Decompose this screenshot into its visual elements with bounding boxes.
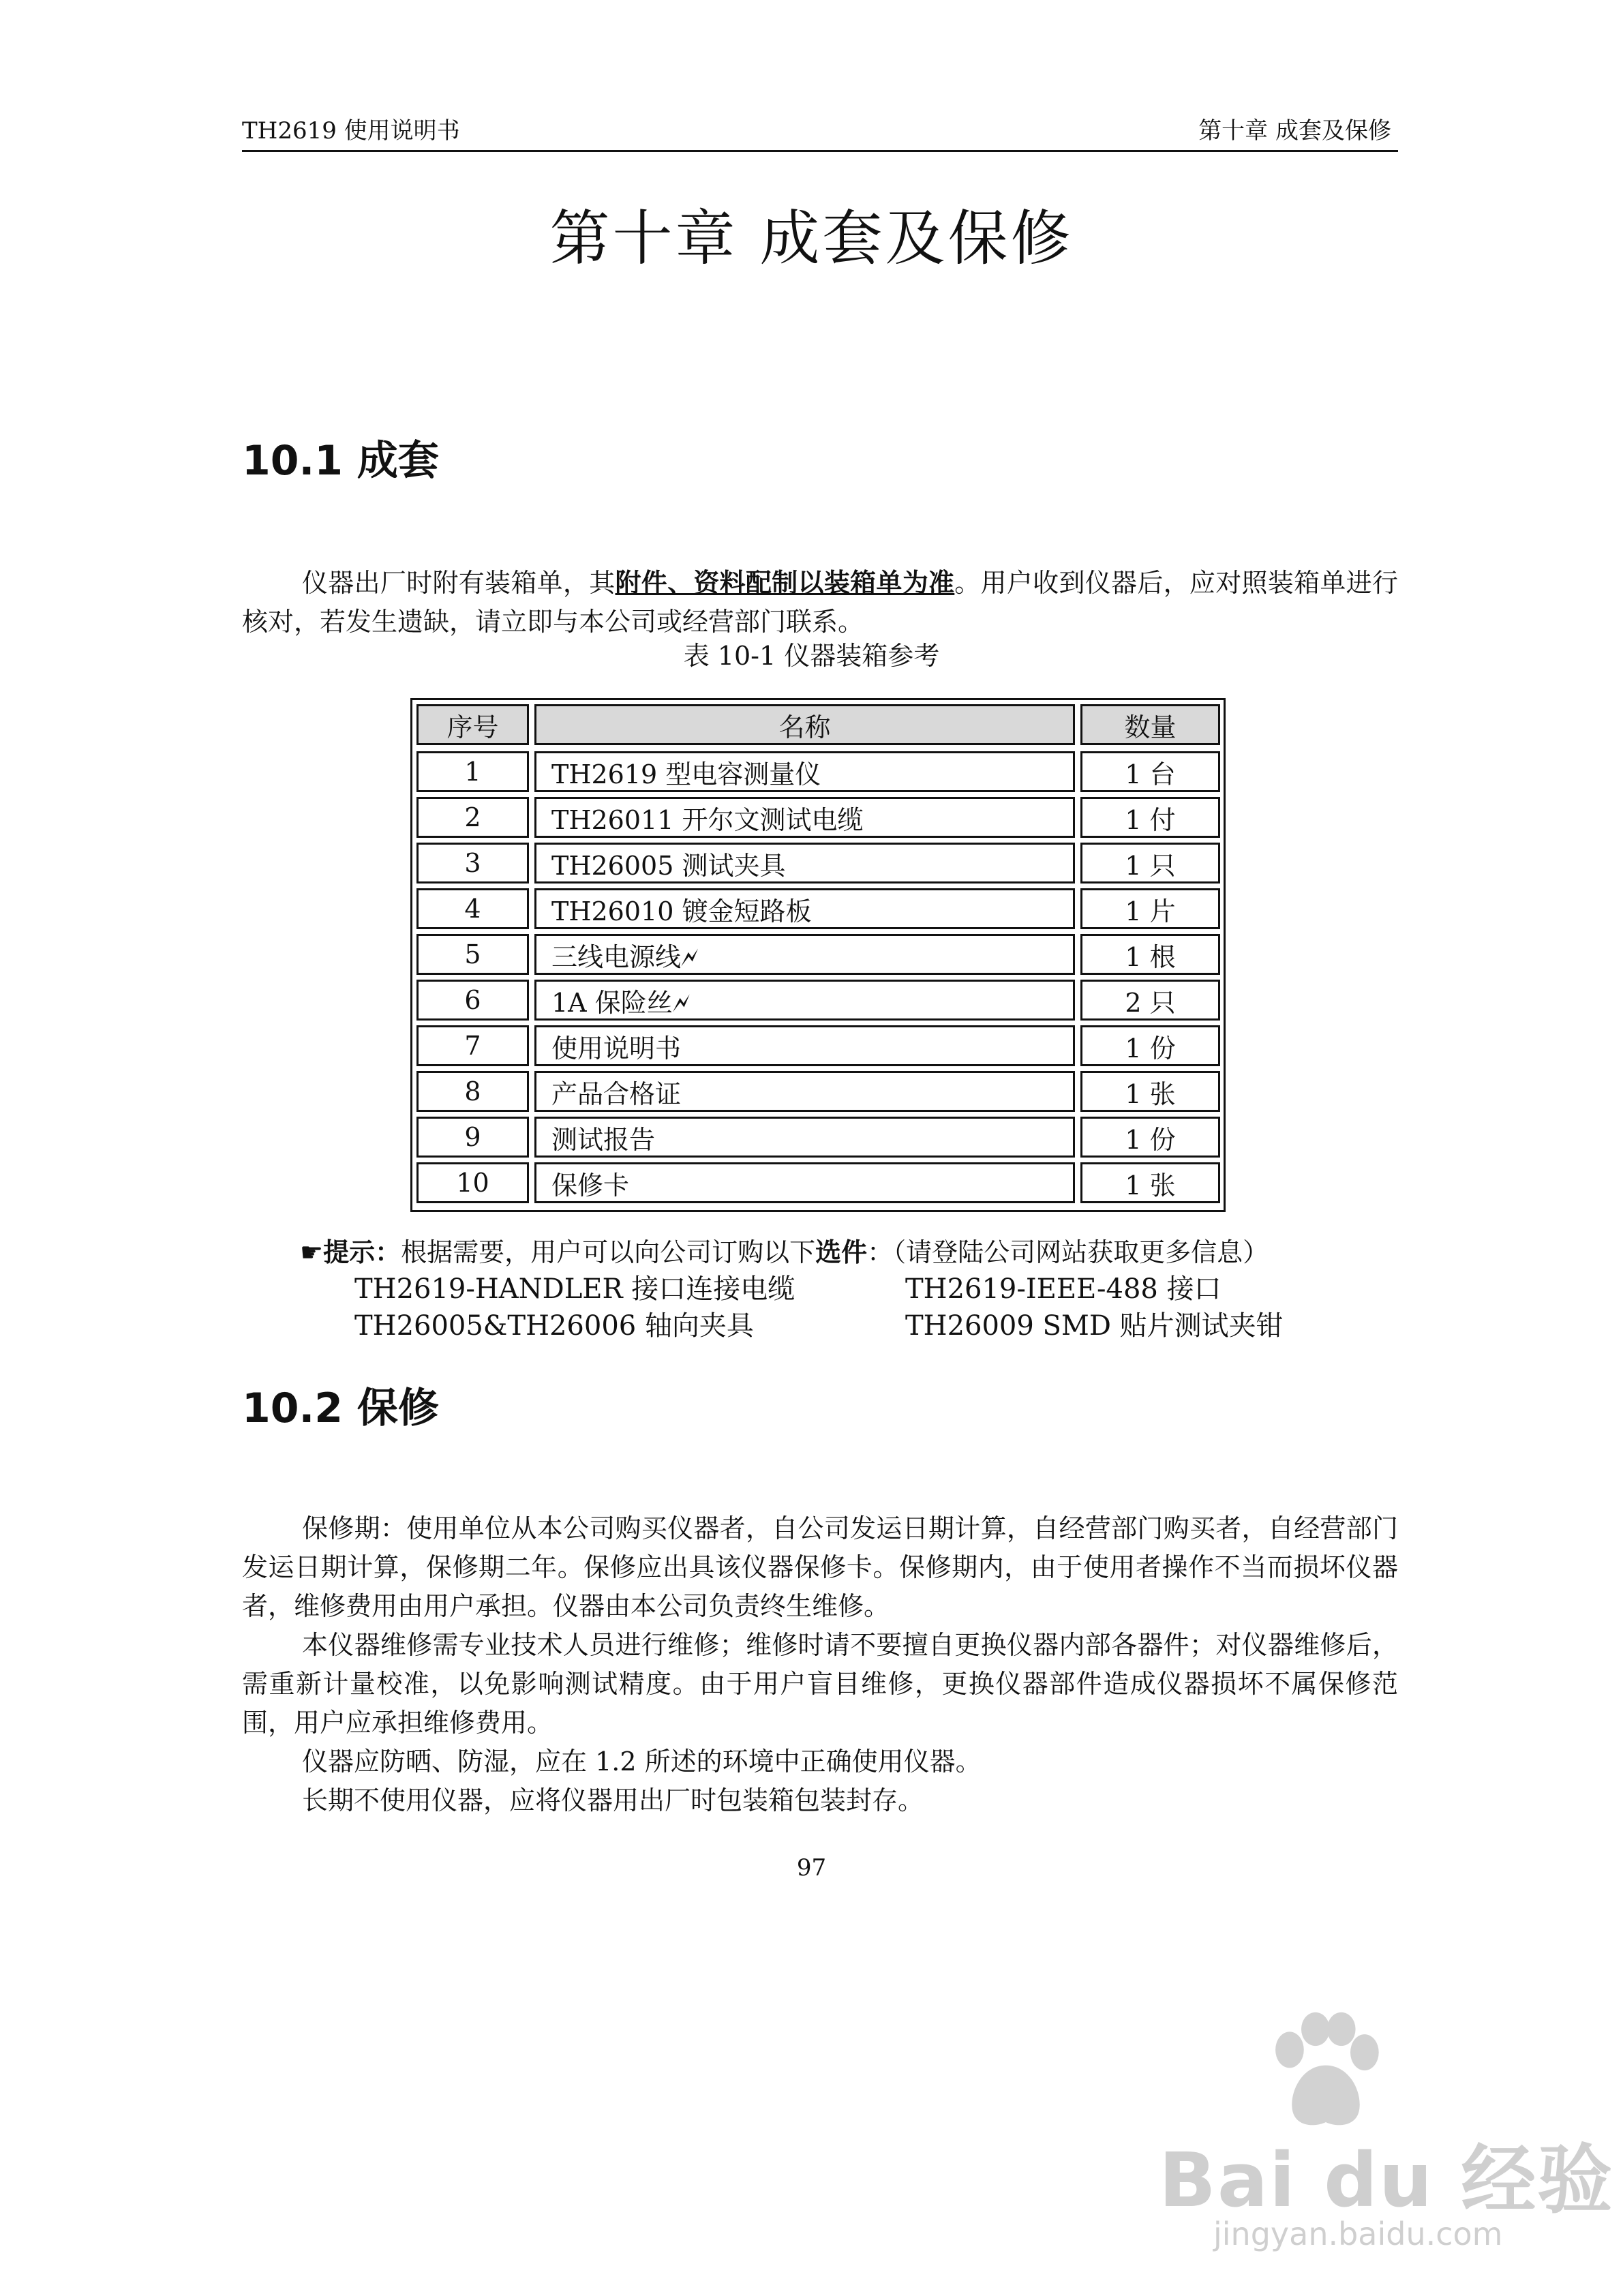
table-cell-qty: 1 台 [1080, 751, 1220, 792]
table-cell-qty: 1 根 [1080, 934, 1220, 975]
table-header-cell: 序号 [416, 704, 529, 745]
table-cell-qty: 1 张 [1080, 1162, 1220, 1203]
table-cell-qty: 1 份 [1080, 1117, 1220, 1158]
header-divider [242, 150, 1398, 152]
chapter-title: 第十章 成套及保修 [549, 203, 1074, 273]
table-cell-name: 产品合格证 [534, 1071, 1075, 1112]
table-cell-no: 6 [416, 980, 529, 1021]
baidu-jingyan-logo: Bai du 经验 [1159, 2136, 1614, 2224]
table-cell-no: 1 [416, 751, 529, 792]
section-2-body [242, 1509, 1398, 1820]
table-cell-name: TH26011 开尔文测试电缆 [534, 797, 1075, 838]
tip-block: ☛提示：根据需要，用户可以向公司订购以下选件：（请登陆公司网站获取更多信息） [300, 1237, 1269, 1267]
table-cell-name: 保修卡 [534, 1162, 1075, 1203]
table-cell-qty: 1 只 [1080, 843, 1220, 883]
table-cell-name: 测试报告 [534, 1117, 1075, 1158]
warranty-paragraph: 长期不使用仪器，应将仪器用出厂时包装箱包装封存。 [302, 1785, 924, 1815]
option-item: TH26009 SMD 贴片测试夹钳 [905, 1310, 1284, 1342]
warranty-paragraph: 保修期：使用单位从本公司购买仪器者，自公司发运日期计算，自经营部门购买者，自经营部门发运日期计算，保修期二年。保修应出具该仪器保修卡。保修期内，由于使用者操作不当而损坏仪器者，维修费用由用户承担。仪器由本公司负责终生维修。 [242, 1513, 1398, 1621]
table-cell-no: 9 [416, 1117, 529, 1158]
header-right-title: 第十章 成套及保修 [1198, 117, 1391, 145]
table-cell-name: 三线电源线🗲 [534, 934, 1075, 975]
section-1-title: 10.1 成套 [242, 437, 439, 485]
tip-label: 提示： [323, 1237, 401, 1267]
table-cell-name: 1A 保险丝🗲 [534, 980, 1075, 1021]
table-header-cell: 数量 [1080, 704, 1220, 745]
table-header-cell: 名称 [534, 704, 1075, 745]
section-2-title: 10.2 保修 [242, 1385, 439, 1432]
table-cell-no: 5 [416, 934, 529, 975]
table-cell-no: 10 [416, 1162, 529, 1203]
section-1-paragraph: 仪器出厂时附有装箱单，其附件、资料配制以装箱单为准。用户收到仪器后，应对照装箱单进行核对，若发生遗缺，请立即与本公司或经营部门联系。 [242, 567, 1398, 637]
pointing-hand-icon: ☛ [300, 1237, 324, 1267]
option-item: TH2619-IEEE-488 接口 [905, 1273, 1222, 1305]
warranty-paragraph: 本仪器维修需专业技术人员进行维修；维修时请不要擅自更换仪器内部各器件；对仪器维修后，需重新计量校准，以免影响测试精度。由于用户盲目维修，更换仪器部件造成仪器损坏不属保修范围，用户应承担维修费用。 [242, 1630, 1398, 1738]
paw-watermark-icon [1261, 2011, 1391, 2134]
header-left-title: TH2619 使用说明书 [242, 117, 460, 145]
table-cell-no: 2 [416, 797, 529, 838]
emphasis-text: 附件、资料配制以装箱单为准 [615, 567, 955, 598]
table-cell-qty: 1 份 [1080, 1025, 1220, 1066]
option-item: TH26005&TH26006 轴向夹具 [354, 1310, 754, 1342]
table-cell-name: TH2619 型电容测量仪 [534, 751, 1075, 792]
table-cell-name: TH26005 测试夹具 [534, 843, 1075, 883]
table-cell-qty: 1 张 [1080, 1071, 1220, 1112]
page-number: 97 [796, 1854, 827, 1882]
table-cell-qty: 1 付 [1080, 797, 1220, 838]
option-item: TH2619-HANDLER 接口连接电缆 [354, 1273, 795, 1305]
table-cell-qty: 1 片 [1080, 888, 1220, 929]
table-cell-no: 7 [416, 1025, 529, 1066]
table-cell-name: 使用说明书 [534, 1025, 1075, 1066]
table-cell-qty: 2 只 [1080, 980, 1220, 1021]
packing-table [410, 698, 1226, 1212]
table-cell-no: 3 [416, 843, 529, 883]
tip-emphasis: 选件 [815, 1237, 868, 1267]
table-caption: 表 10-1 仪器装箱参考 [683, 641, 940, 671]
watermark-url: jingyan.baidu.com [1213, 2216, 1503, 2252]
table-cell-name: TH26010 镀金短路板 [534, 888, 1075, 929]
table-cell-no: 4 [416, 888, 529, 929]
table-cell-no: 8 [416, 1071, 529, 1112]
warranty-paragraph: 仪器应防晒、防湿，应在 1.2 所述的环境中正确使用仪器。 [302, 1747, 982, 1777]
